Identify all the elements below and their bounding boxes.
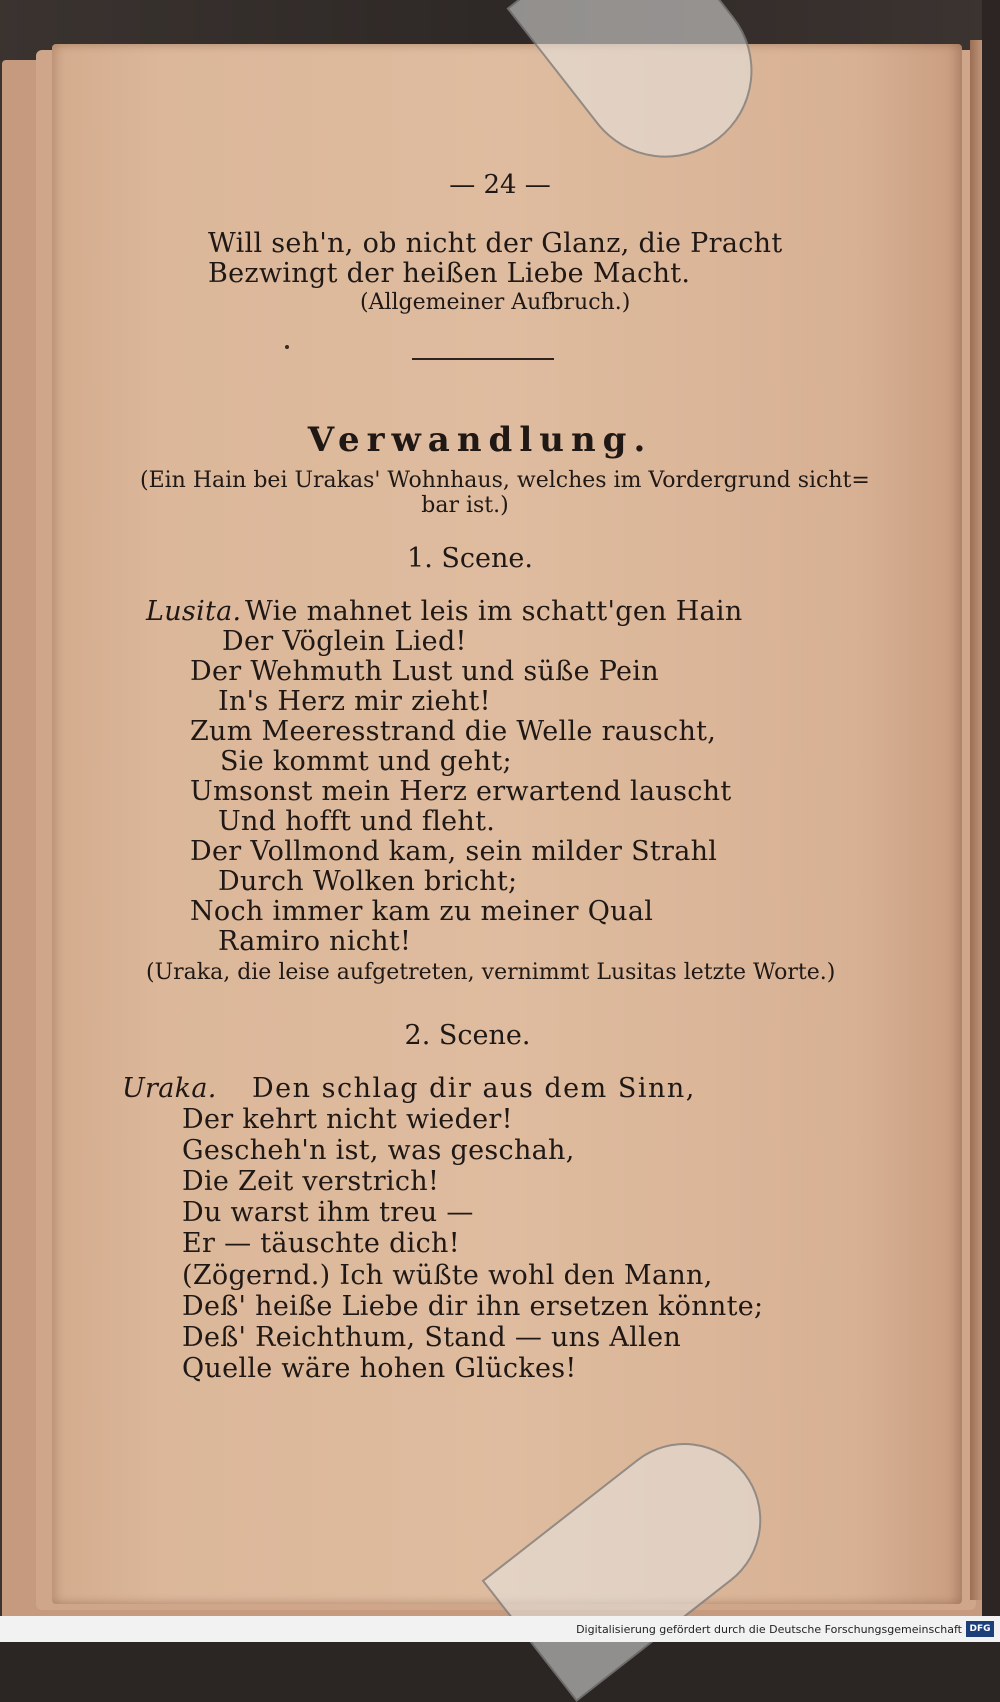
page-number: — 24 —: [449, 170, 551, 200]
verse-line: (Zögernd.) Ich wüßte wohl den Mann,: [182, 1260, 713, 1291]
scan-edge: [982, 0, 1000, 1642]
verse-line: Ramiro nicht!: [218, 926, 412, 957]
funding-credit: Digitalisierung gefördert durch die Deutsche Forschungsgemeinschaft: [576, 1623, 962, 1636]
verse-line: In's Herz mir zieht!: [218, 686, 491, 717]
ink-speck: [285, 345, 289, 349]
verse-line: Gescheh'n ist, was geschah,: [182, 1135, 575, 1166]
setting-description-cont: bar ist.): [421, 493, 509, 518]
verse-line: Sie kommt und geht;: [220, 746, 512, 777]
verse-line: Umsonst mein Herz erwartend lauscht: [190, 776, 732, 807]
opening-line: Will seh'n, ob nicht der Glanz, die Pracht: [208, 228, 783, 259]
verse-line: Die Zeit verstrich!: [182, 1166, 440, 1197]
section-divider: [412, 358, 554, 360]
scene-title: 1. Scene.: [407, 543, 533, 574]
verse-line: Der Vöglein Lied!: [222, 626, 467, 657]
stage-direction: (Allgemeiner Aufbruch.): [360, 290, 631, 315]
setting-description: (Ein Hain bei Urakas' Wohnhaus, welches im Vordergrund sicht=: [140, 468, 870, 493]
verse-line: Der Wehmuth Lust und süße Pein: [190, 656, 659, 687]
footer-bar: [0, 1616, 1000, 1642]
verse-line: Der kehrt nicht wieder!: [182, 1104, 513, 1135]
verse-line: Du warst ihm treu —: [182, 1197, 474, 1228]
dfg-logo-icon: DFG: [966, 1621, 994, 1637]
verse-line: Den schlag dir aus dem Sinn,: [252, 1073, 696, 1104]
section-heading: Verwandlung.: [307, 420, 653, 460]
verse-line: Quelle wäre hohen Glückes!: [182, 1353, 577, 1384]
verse-line: Und hofft und fleht.: [218, 806, 496, 837]
opening-line: Bezwingt der heißen Liebe Macht.: [208, 258, 691, 289]
verse-line: Der Vollmond kam, sein milder Strahl: [190, 836, 718, 867]
verse-line: Er — täuschte dich!: [182, 1228, 460, 1259]
speaker-name: Uraka.: [122, 1073, 217, 1104]
verse-line: Deß' heiße Liebe dir ihn ersetzen könnte;: [182, 1291, 764, 1322]
speaker-name: Lusita.: [146, 596, 242, 627]
stage-direction: (Uraka, die leise aufgetreten, vernimmt Lusitas letzte Worte.): [146, 960, 836, 985]
verse-line: Noch immer kam zu meiner Qual: [190, 896, 654, 927]
verse-line: Wie mahnet leis im schatt'gen Hain: [245, 596, 743, 627]
scene-title: 2. Scene.: [404, 1020, 531, 1051]
verse-line: Deß' Reichthum, Stand — uns Allen: [182, 1322, 682, 1353]
verse-line: Zum Meeresstrand die Welle rauscht,: [190, 716, 717, 747]
verse-line: Durch Wolken bricht;: [218, 866, 518, 897]
